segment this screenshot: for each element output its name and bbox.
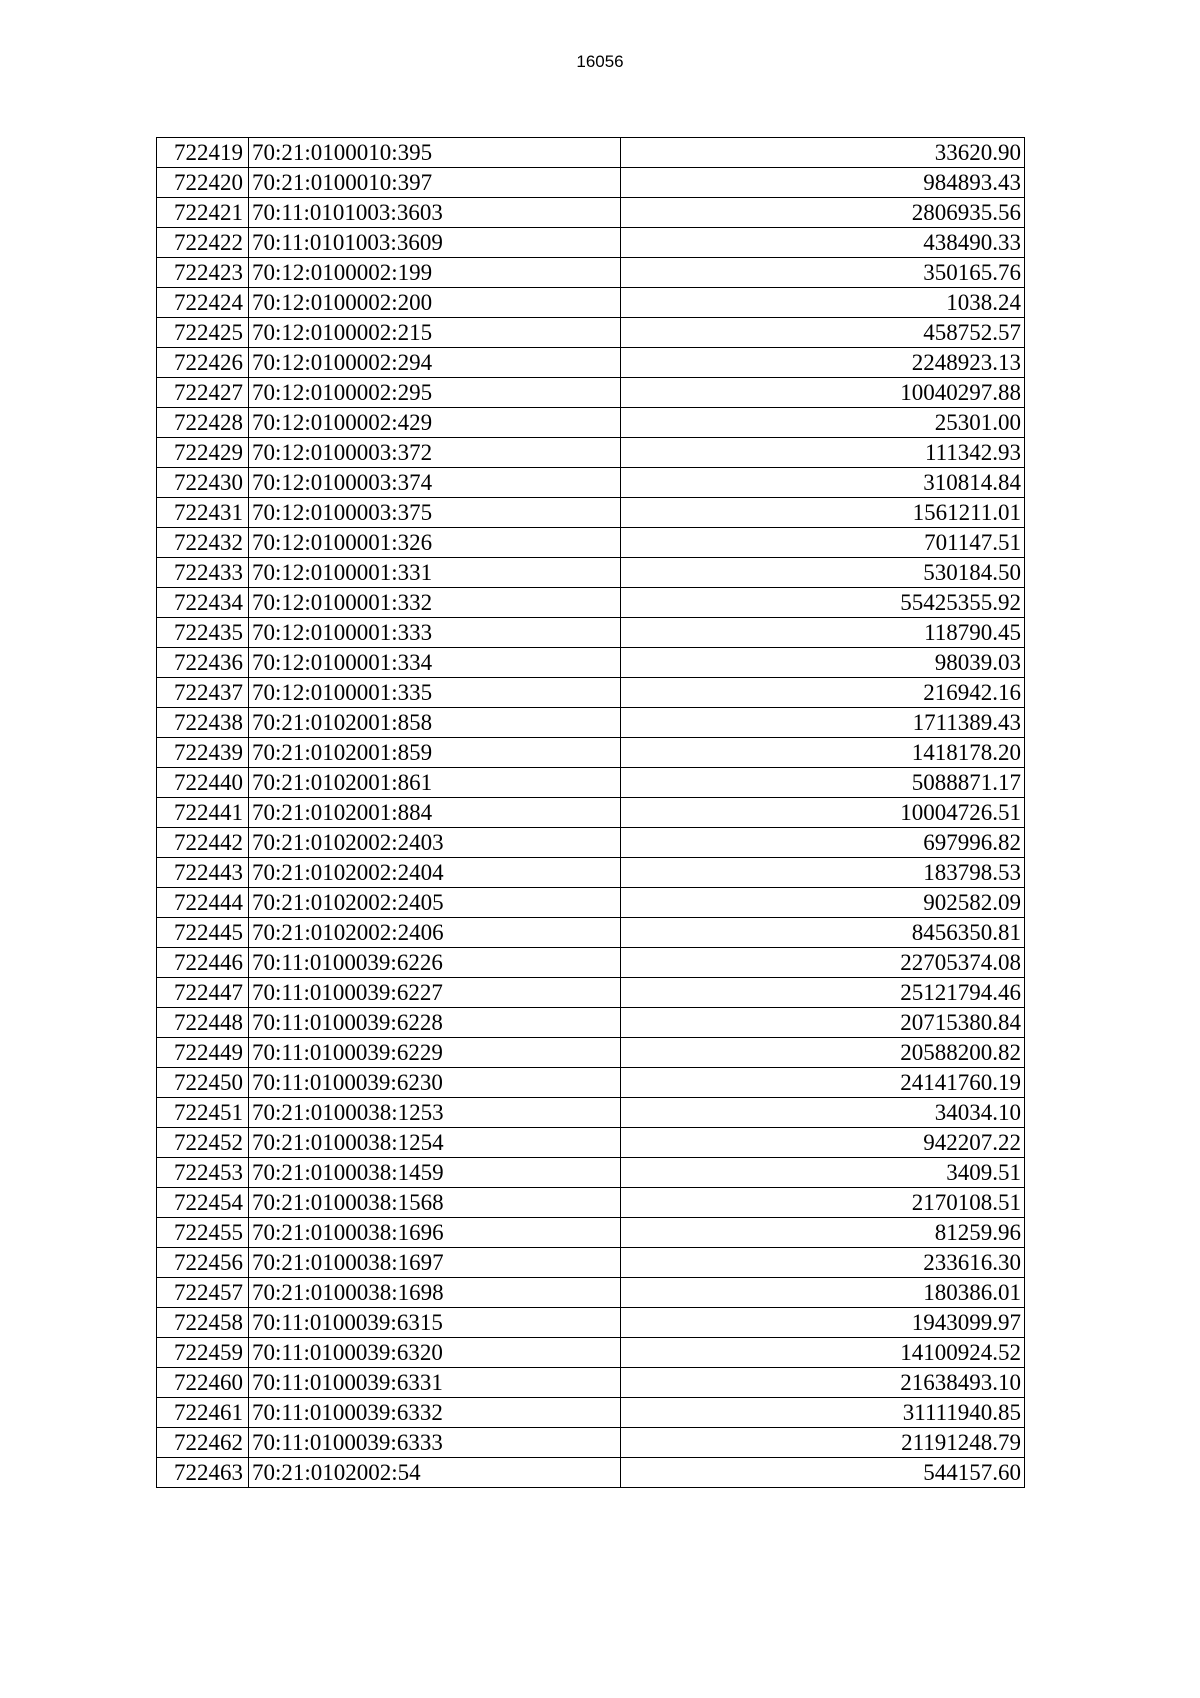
cadastral-number-cell: 70:12:0100001:332 [249,588,621,618]
table-row [157,198,1025,228]
table-row [157,618,1025,648]
table-row [157,648,1025,678]
cadastral-number-cell: 70:12:0100002:200 [249,288,621,318]
row-id-cell: 722437 [157,678,249,708]
table-row [157,798,1025,828]
value-cell: 33620.90 [621,138,1025,168]
table-row [157,828,1025,858]
table-row [157,1428,1025,1458]
value-cell: 701147.51 [621,528,1025,558]
row-id-cell: 722455 [157,1218,249,1248]
table-row [157,348,1025,378]
row-id-cell: 722461 [157,1398,249,1428]
table-row [157,318,1025,348]
row-id-cell: 722431 [157,498,249,528]
row-id-cell: 722421 [157,198,249,228]
row-id-cell: 722427 [157,378,249,408]
row-id-cell: 722424 [157,288,249,318]
cadastral-number-cell: 70:21:0102002:2403 [249,828,621,858]
cadastral-number-cell: 70:12:0100002:429 [249,408,621,438]
cadastral-number-cell: 70:11:0100039:6229 [249,1038,621,1068]
value-cell: 25121794.46 [621,978,1025,1008]
table-row [157,1158,1025,1188]
value-cell: 233616.30 [621,1248,1025,1278]
value-cell: 544157.60 [621,1458,1025,1488]
cadastral-number-cell: 70:11:0100039:6230 [249,1068,621,1098]
row-id-cell: 722426 [157,348,249,378]
table-row [157,678,1025,708]
value-cell: 1561211.01 [621,498,1025,528]
value-cell: 21638493.10 [621,1368,1025,1398]
row-id-cell: 722457 [157,1278,249,1308]
cadastral-number-cell: 70:21:0102001:858 [249,708,621,738]
table-row [157,1188,1025,1218]
cadastral-number-cell: 70:12:0100002:295 [249,378,621,408]
table-row [157,918,1025,948]
table-row [157,1128,1025,1158]
cadastral-number-cell: 70:12:0100001:333 [249,618,621,648]
cadastral-number-cell: 70:21:0102001:884 [249,798,621,828]
table-row [157,258,1025,288]
table-row [157,1248,1025,1278]
value-cell: 2248923.13 [621,348,1025,378]
cadastral-number-cell: 70:12:0100003:372 [249,438,621,468]
row-id-cell: 722425 [157,318,249,348]
cadastral-number-cell: 70:21:0102001:859 [249,738,621,768]
table-row [157,1008,1025,1038]
table-row [157,1368,1025,1398]
row-id-cell: 722430 [157,468,249,498]
cadastral-number-cell: 70:21:0102002:2405 [249,888,621,918]
table-row [157,378,1025,408]
cadastral-number-cell: 70:12:0100003:375 [249,498,621,528]
value-cell: 20715380.84 [621,1008,1025,1038]
row-id-cell: 722434 [157,588,249,618]
cadastral-number-cell: 70:11:0100039:6332 [249,1398,621,1428]
cadastral-number-cell: 70:21:0102002:2406 [249,918,621,948]
cadastral-number-cell: 70:21:0102002:54 [249,1458,621,1488]
cadastral-number-cell: 70:12:0100001:335 [249,678,621,708]
row-id-cell: 722451 [157,1098,249,1128]
table-row [157,438,1025,468]
row-id-cell: 722442 [157,828,249,858]
cadastral-number-cell: 70:11:0100039:6226 [249,948,621,978]
value-cell: 98039.03 [621,648,1025,678]
table-row [157,168,1025,198]
cadastral-number-cell: 70:21:0100038:1697 [249,1248,621,1278]
page-number: 16056 [576,52,624,71]
row-id-cell: 722450 [157,1068,249,1098]
cadastral-number-cell: 70:11:0101003:3603 [249,198,621,228]
row-id-cell: 722452 [157,1128,249,1158]
cadastral-number-cell: 70:12:0100001:334 [249,648,621,678]
value-cell: 34034.10 [621,1098,1025,1128]
value-cell: 20588200.82 [621,1038,1025,1068]
value-cell: 697996.82 [621,828,1025,858]
row-id-cell: 722462 [157,1428,249,1458]
cadastral-number-cell: 70:21:0102001:861 [249,768,621,798]
row-id-cell: 722463 [157,1458,249,1488]
cadastral-number-cell: 70:12:0100003:374 [249,468,621,498]
cadastral-number-cell: 70:12:0100002:199 [249,258,621,288]
row-id-cell: 722458 [157,1308,249,1338]
table-row [157,858,1025,888]
table-row [157,228,1025,258]
row-id-cell: 722419 [157,138,249,168]
cadastral-number-cell: 70:12:0100002:294 [249,348,621,378]
cadastral-number-cell: 70:21:0100038:1698 [249,1278,621,1308]
cadastral-number-cell: 70:11:0100039:6228 [249,1008,621,1038]
table-row [157,1218,1025,1248]
row-id-cell: 722423 [157,258,249,288]
value-cell: 14100924.52 [621,1338,1025,1368]
table-row [157,528,1025,558]
cadastral-number-cell: 70:12:0100001:326 [249,528,621,558]
table-row [157,978,1025,1008]
row-id-cell: 722440 [157,768,249,798]
value-cell: 81259.96 [621,1218,1025,1248]
row-id-cell: 722453 [157,1158,249,1188]
cadastral-number-cell: 70:21:0100010:397 [249,168,621,198]
value-cell: 2806935.56 [621,198,1025,228]
row-id-cell: 722449 [157,1038,249,1068]
table-row [157,1338,1025,1368]
row-id-cell: 722422 [157,228,249,258]
row-id-cell: 722447 [157,978,249,1008]
table-row [157,138,1025,168]
table-row [157,708,1025,738]
value-cell: 216942.16 [621,678,1025,708]
value-cell: 183798.53 [621,858,1025,888]
cadastral-number-cell: 70:11:0100039:6227 [249,978,621,1008]
cadastral-number-cell: 70:21:0100038:1568 [249,1188,621,1218]
cadastral-number-cell: 70:21:0100038:1253 [249,1098,621,1128]
value-cell: 1943099.97 [621,1308,1025,1338]
row-id-cell: 722420 [157,168,249,198]
table-row [157,498,1025,528]
table-row [157,1278,1025,1308]
value-cell: 10004726.51 [621,798,1025,828]
cadastral-number-cell: 70:11:0100039:6331 [249,1368,621,1398]
value-cell: 111342.93 [621,438,1025,468]
row-id-cell: 722438 [157,708,249,738]
cadastral-number-cell: 70:21:0100038:1459 [249,1158,621,1188]
data-table-container [156,137,1025,1488]
value-cell: 350165.76 [621,258,1025,288]
value-cell: 118790.45 [621,618,1025,648]
cadastral-number-cell: 70:11:0100039:6315 [249,1308,621,1338]
value-cell: 1711389.43 [621,708,1025,738]
value-cell: 310814.84 [621,468,1025,498]
cadastral-number-cell: 70:12:0100002:215 [249,318,621,348]
cadastral-number-cell: 70:11:0100039:6320 [249,1338,621,1368]
value-cell: 31111940.85 [621,1398,1025,1428]
table-body [157,138,1025,1488]
table-row [157,1398,1025,1428]
table-row [157,468,1025,498]
value-cell: 458752.57 [621,318,1025,348]
value-cell: 902582.09 [621,888,1025,918]
row-id-cell: 722428 [157,408,249,438]
value-cell: 530184.50 [621,558,1025,588]
row-id-cell: 722446 [157,948,249,978]
table-row [157,1068,1025,1098]
cadastral-number-cell: 70:21:0102002:2404 [249,858,621,888]
cadastral-number-cell: 70:21:0100010:395 [249,138,621,168]
value-cell: 22705374.08 [621,948,1025,978]
value-cell: 55425355.92 [621,588,1025,618]
row-id-cell: 722441 [157,798,249,828]
row-id-cell: 722436 [157,648,249,678]
row-id-cell: 722433 [157,558,249,588]
value-cell: 25301.00 [621,408,1025,438]
row-id-cell: 722443 [157,858,249,888]
table-row [157,588,1025,618]
value-cell: 1038.24 [621,288,1025,318]
cadastral-number-cell: 70:11:0101003:3609 [249,228,621,258]
value-cell: 5088871.17 [621,768,1025,798]
value-cell: 21191248.79 [621,1428,1025,1458]
table-row [157,288,1025,318]
row-id-cell: 722439 [157,738,249,768]
row-id-cell: 722459 [157,1338,249,1368]
value-cell: 984893.43 [621,168,1025,198]
row-id-cell: 722445 [157,918,249,948]
row-id-cell: 722444 [157,888,249,918]
value-cell: 942207.22 [621,1128,1025,1158]
table-row [157,408,1025,438]
row-id-cell: 722432 [157,528,249,558]
cadastral-number-cell: 70:11:0100039:6333 [249,1428,621,1458]
cadastral-number-cell: 70:21:0100038:1254 [249,1128,621,1158]
table-row [157,558,1025,588]
table-row [157,948,1025,978]
row-id-cell: 722460 [157,1368,249,1398]
table-row [157,1458,1025,1488]
row-id-cell: 722456 [157,1248,249,1278]
row-id-cell: 722454 [157,1188,249,1218]
value-cell: 438490.33 [621,228,1025,258]
cadastral-number-cell: 70:12:0100001:331 [249,558,621,588]
table-row [157,738,1025,768]
table-row [157,768,1025,798]
table-row [157,1098,1025,1128]
value-cell: 2170108.51 [621,1188,1025,1218]
table-row [157,1038,1025,1068]
row-id-cell: 722429 [157,438,249,468]
table-row [157,1308,1025,1338]
data-table [156,137,1025,1488]
value-cell: 3409.51 [621,1158,1025,1188]
row-id-cell: 722435 [157,618,249,648]
value-cell: 24141760.19 [621,1068,1025,1098]
table-row [157,888,1025,918]
cadastral-number-cell: 70:21:0100038:1696 [249,1218,621,1248]
row-id-cell: 722448 [157,1008,249,1038]
value-cell: 10040297.88 [621,378,1025,408]
value-cell: 180386.01 [621,1278,1025,1308]
value-cell: 8456350.81 [621,918,1025,948]
value-cell: 1418178.20 [621,738,1025,768]
